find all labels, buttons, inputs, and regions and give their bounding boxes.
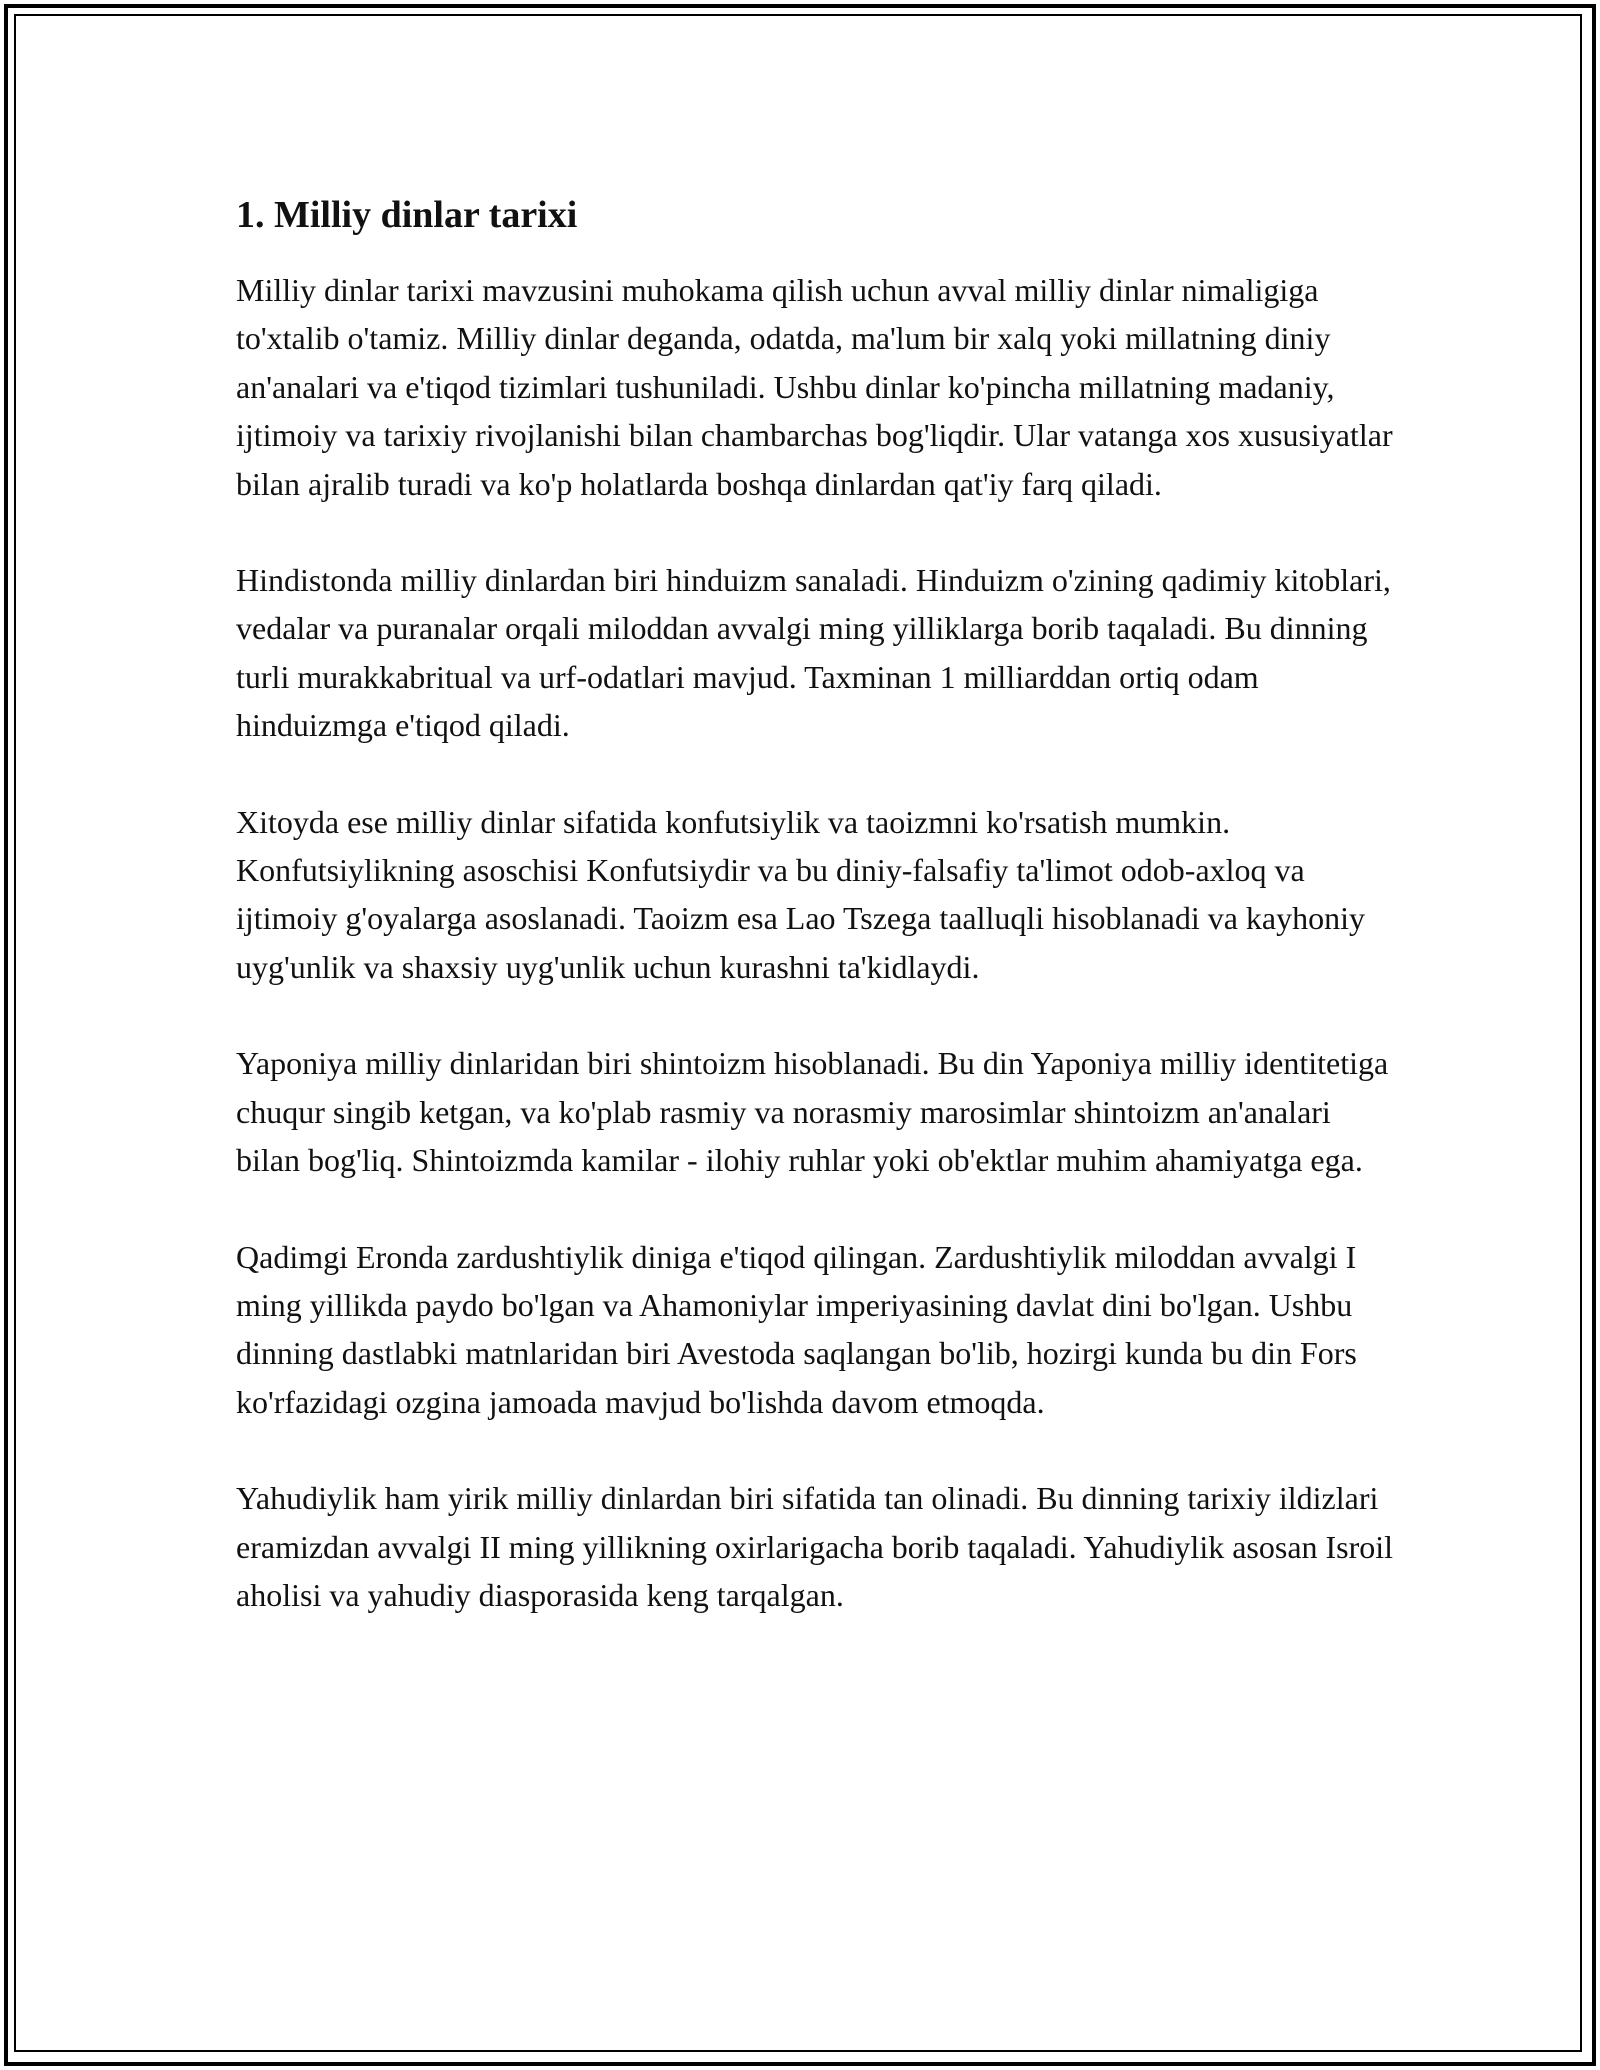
- document-body: [236, 186, 1396, 1667]
- section-title: 1. Milliy dinlar tarixi: [236, 194, 578, 236]
- paragraph-intro: Milliy dinlar tarixi mavzusini muhokama qilish uchun avval milliy dinlar nimaligiga to'xtalib o'tamiz. Milliy dinlar deganda, odatda, ma'lum bir xalq yoki millatning diniy an'analari va e'tiqod tizimlari tushuniladi. Ushbu dinlar ko'pincha millatning madaniy, ijtimoiy va tarixiy rivojlanishi bilan chambarchas bog'liqdir. Ular vatanga xos xususiyatlar bilan ajralib turadi va ko'p holatlarda boshqa dinlardan qat'iy farq qiladi.: [236, 272, 1393, 502]
- paragraph-shinto: Yaponiya milliy dinlaridan biri shintoizm hisoblanadi. Bu din Yaponiya milliy identitetiga chuqur singib ketgan, va ko'plab rasmiy va norasmiy marosimlar shintoizm an'analari bilan bog'liq. Shintoizmda kamilar - ilohiy ruhlar yoki ob'ektlar muhim ahamiyatga ega.: [236, 1045, 1389, 1179]
- paragraph-zoroastrianism: Qadimgi Eronda zardushtiylik diniga e'tiqod qilingan. Zardushtiylik miloddan avvalgi I ming yillikda paydo bo'lgan va Ahamoniylar imperiyasining davlat dini bo'lgan. Ushbu dinning dastlabki matnlaridan biri Avestoda saqlangan bo'lib, hozirgi kunda bu din Fors ko'rfazidagi ozgina jamoada mavjud bo'lishda davom etmoqda.: [236, 1238, 1357, 1420]
- paragraph-hinduism: Hindistonda milliy dinlardan biri hinduizm sanaladi. Hinduizm o'zining qadimiy kitoblari, vedalar va puranalar orqali miloddan avvalgi ming yilliklarga borib taqaladi. Bu dinning turli murakkabritual va urf-odatlari mavjud. Taxminan 1 milliarddan ortiq odam hinduizmga e'tiqod qiladi.: [236, 562, 1391, 744]
- paragraph-china: Xitoyda ese milliy dinlar sifatida konfutsiylik va taoizmni ko'rsatish mumkin. Konfutsiylikning asoschisi Konfutsiydir va bu diniy-falsafiy ta'limot odob-axloq va ijtimoiy g'oyalarga asoslanadi. Taoizm esa Lao Tszega taalluqli hisoblanadi va kayhoniy uyg'unlik va shaxsiy uyg'unlik uchun kurashni ta'kidlaydi.: [236, 803, 1365, 985]
- paragraph-judaism: Yahudiylik ham yirik milliy dinlardan biri sifatida tan olinadi. Bu dinning tarixiy ildizlari eramizdan avvalgi II ming yillikning oxirlarigacha borib taqaladi. Yahudiylik asosan Isroil aholisi va yahudiy diasporasida keng tarqalgan.: [236, 1480, 1394, 1613]
